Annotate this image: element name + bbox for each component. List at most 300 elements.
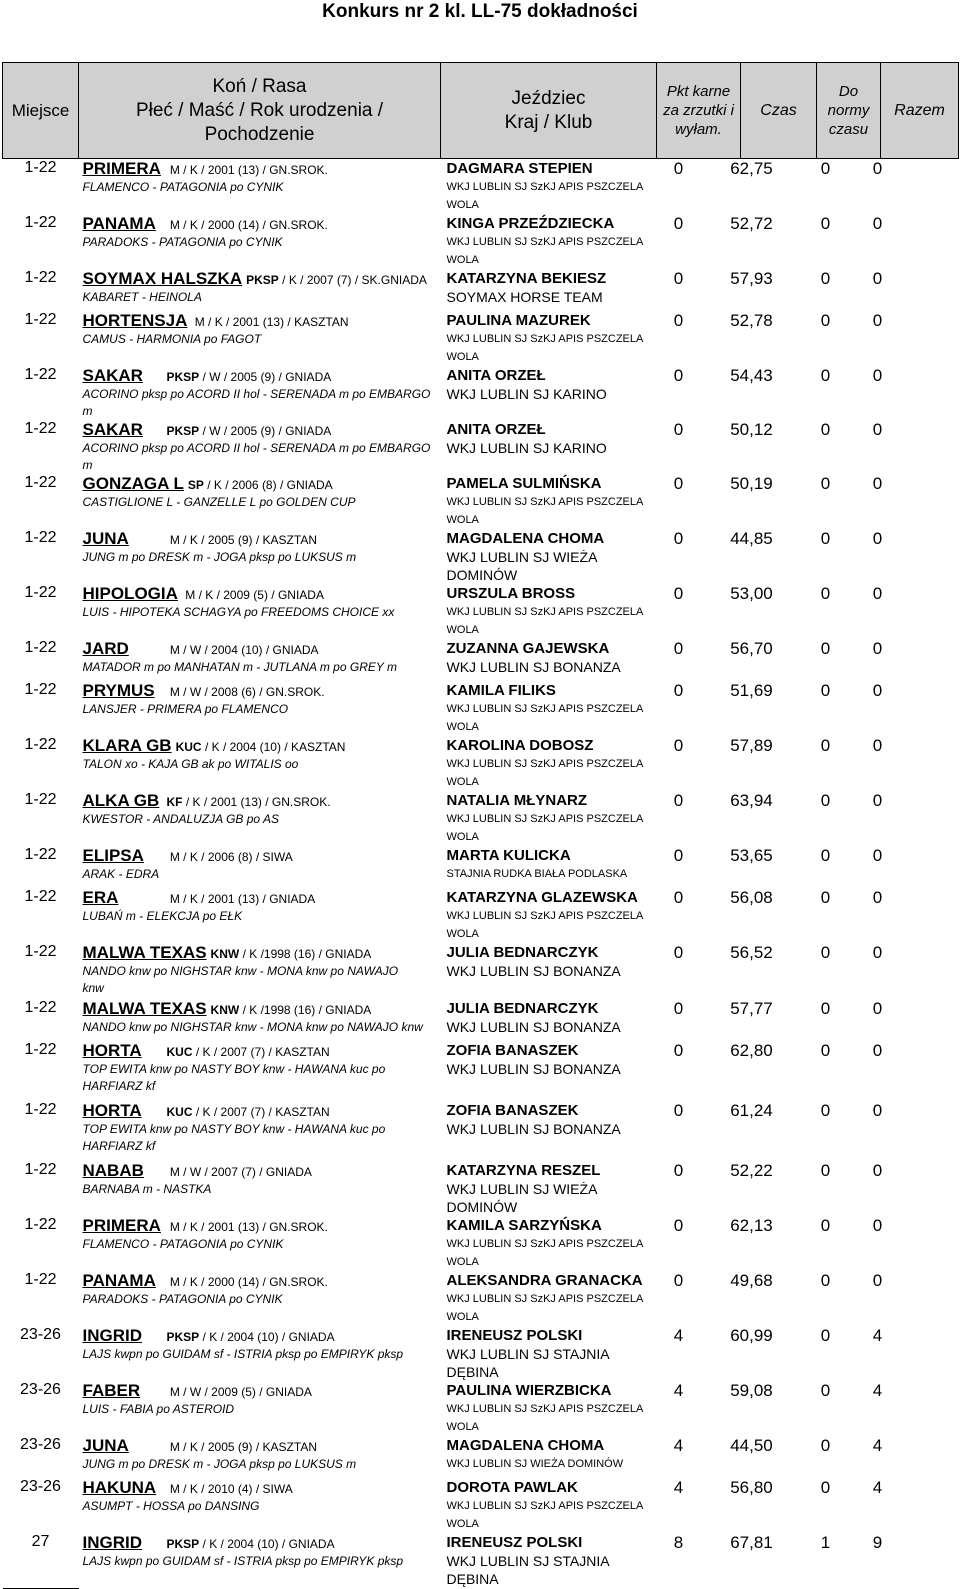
horse-info: M / K / 2001 (13) / GNIADA xyxy=(169,892,316,906)
table-row xyxy=(3,1533,959,1588)
horse-cell xyxy=(79,888,441,943)
table-row xyxy=(3,681,959,736)
place: 1-22 xyxy=(24,584,57,601)
time-penalty: 0 xyxy=(820,420,831,439)
horse-info: M / K / 2000 (14) / GN.SROK. xyxy=(169,1275,328,1289)
result-cell xyxy=(657,736,959,791)
time-penalty: 0 xyxy=(820,1216,831,1235)
rider-club: WKJ LUBLIN SJ SzKJ APIS PSZCZELA WOLA xyxy=(446,1403,643,1433)
rider-club: WKJ LUBLIN SJ BONANZA xyxy=(446,1061,621,1077)
table-row xyxy=(3,1326,959,1381)
horse-name: JUNA xyxy=(82,1436,129,1455)
rider-club: SOYMAX HORSE TEAM xyxy=(446,289,603,305)
time-penalty: 0 xyxy=(820,1326,831,1345)
place: 1-22 xyxy=(24,681,57,698)
rider-cell xyxy=(441,474,657,529)
rider-name: KATARZYNA GLAZEWSKA xyxy=(446,889,638,906)
table-row xyxy=(3,214,959,269)
total: 0 xyxy=(872,420,883,439)
rider-cell xyxy=(441,269,657,311)
horse-cell xyxy=(79,943,441,999)
pedigree-line: LAJS kwpn po GUIDAM sf - ISTRIA pksp po EMPIRYK pksp xyxy=(82,1554,404,1568)
result-cell xyxy=(657,943,959,999)
table-row xyxy=(3,1271,959,1326)
table-row xyxy=(3,736,959,791)
rider-cell xyxy=(441,1271,657,1326)
rider-name: KATARZYNA RESZEL xyxy=(446,1162,601,1179)
total: 0 xyxy=(872,1161,883,1180)
total: 0 xyxy=(872,529,883,548)
place: 1-22 xyxy=(24,420,57,437)
time: 44,85 xyxy=(730,529,773,548)
place: 1-22 xyxy=(24,999,57,1016)
horse-cell xyxy=(79,1271,441,1326)
total: 0 xyxy=(872,943,883,962)
result-cell xyxy=(657,1381,959,1436)
penalty-points: 0 xyxy=(673,943,684,962)
table-row xyxy=(3,639,959,681)
result-cell xyxy=(657,1216,959,1271)
result-cell xyxy=(657,159,959,215)
horse-name: SAKAR xyxy=(82,420,143,439)
rider-club: WKJ LUBLIN SJ SzKJ APIS PSZCZELA WOLA xyxy=(446,703,643,733)
table-row xyxy=(3,269,959,311)
time-penalty: 0 xyxy=(820,681,831,700)
header-jezdziec-line2: Kraj / Klub xyxy=(504,111,593,133)
horse-info: / K / 2004 (10) / GNIADA xyxy=(202,1537,335,1551)
table-row xyxy=(3,1041,959,1101)
horse-cell xyxy=(79,1216,441,1271)
rider-club: WKJ LUBLIN SJ SzKJ APIS PSZCZELA WOLA xyxy=(446,333,643,363)
result-cell xyxy=(657,1326,959,1381)
result-cell xyxy=(657,474,959,529)
time-penalty: 0 xyxy=(820,1478,831,1497)
horse-breed: PKSP xyxy=(166,424,200,438)
rider-name: KAMILA FILIKS xyxy=(446,682,556,699)
horse-cell xyxy=(79,474,441,529)
horse-info: M / K / 2006 (8) / SIWA xyxy=(169,850,293,864)
place: 1-22 xyxy=(24,1271,57,1288)
total: 0 xyxy=(872,681,883,700)
total: 0 xyxy=(872,639,883,658)
place: 23-26 xyxy=(20,1436,61,1453)
horse-info: M / W / 2004 (10) / GNIADA xyxy=(169,643,319,657)
place: 1-22 xyxy=(24,311,57,328)
table-row xyxy=(3,999,959,1041)
horse-info: M / W / 2007 (7) / GNIADA xyxy=(169,1165,312,1179)
pedigree-line: CASTIGLIONE L - GANZELLE L po GOLDEN CUP xyxy=(82,495,356,509)
place: 1-22 xyxy=(24,214,57,231)
total: 0 xyxy=(872,791,883,810)
horse-cell xyxy=(79,846,441,888)
place: 1-22 xyxy=(24,791,57,808)
horse-name: MALWA TEXAS xyxy=(82,943,207,962)
table-row xyxy=(3,846,959,888)
time-penalty: 0 xyxy=(820,999,831,1018)
table-row xyxy=(3,1216,959,1271)
rider-name: MAGDALENA CHOMA xyxy=(446,530,605,547)
pedigree-line: TOP EWITA knw po NASTY BOY knw - HAWANA kuc po xyxy=(82,1122,386,1136)
pedigree-line: ARAK - EDRA xyxy=(82,867,160,881)
horse-name: PANAMA xyxy=(82,214,156,233)
table-row xyxy=(3,159,959,215)
time-penalty: 0 xyxy=(820,1041,831,1060)
pedigree-line: PARADOKS - PATAGONIA po CYNIK xyxy=(82,235,283,249)
rider-name: URSZULA BROSS xyxy=(446,585,576,602)
total: 0 xyxy=(872,888,883,907)
horse-info: / K / 2001 (13) / GN.SROK. xyxy=(185,795,331,809)
rider-name: ANITA ORZEŁ xyxy=(446,421,546,438)
time: 56,70 xyxy=(730,639,773,658)
table-row xyxy=(3,311,959,366)
rider-name: PAULINA WIERZBICKA xyxy=(446,1382,612,1399)
horse-cell xyxy=(79,529,441,584)
penalty-points: 0 xyxy=(673,269,684,288)
rider-club: WKJ LUBLIN SJ WIEŻA DOMINÓW xyxy=(446,549,597,583)
result-cell xyxy=(657,1161,959,1216)
horse-name: ELIPSA xyxy=(82,846,144,865)
horse-cell xyxy=(79,1161,441,1216)
time: 53,65 xyxy=(730,846,773,865)
header-kon xyxy=(79,63,441,159)
result-cell xyxy=(657,529,959,584)
header-row xyxy=(3,63,959,159)
rider-cell xyxy=(441,159,657,215)
rider-name: ZOFIA BANASZEK xyxy=(446,1042,579,1059)
rider-club: WKJ LUBLIN SJ BONANZA xyxy=(446,659,621,675)
place: 1-22 xyxy=(24,529,57,546)
place: 1-22 xyxy=(24,1101,57,1118)
time: 52,78 xyxy=(730,311,773,330)
penalty-points: 4 xyxy=(673,1478,684,1497)
time: 62,80 xyxy=(730,1041,773,1060)
place: 1-22 xyxy=(24,846,57,863)
horse-breed: KUC xyxy=(175,740,202,754)
header-miejsce: Miejsce xyxy=(3,63,79,159)
result-cell xyxy=(657,639,959,681)
time-penalty: 0 xyxy=(820,159,831,178)
pedigree-line: HARFIARZ kf xyxy=(82,1079,156,1093)
rider-name: ZUZANNA GAJEWSKA xyxy=(446,640,610,657)
time: 60,99 xyxy=(730,1326,773,1345)
rider-name: IRENEUSZ POLSKI xyxy=(446,1534,583,1551)
rider-club: WKJ LUBLIN SJ SzKJ APIS PSZCZELA WOLA xyxy=(446,1500,643,1530)
horse-info: M / W / 2008 (6) / GN.SROK. xyxy=(169,685,325,699)
penalty-points: 0 xyxy=(673,1271,684,1290)
horse-name: HIPOLOGIA xyxy=(82,584,178,603)
horse-info: / K /1998 (16) / GNIADA xyxy=(242,1003,372,1017)
rider-cell xyxy=(441,999,657,1041)
pedigree-line: BARNABA m - NASTKA xyxy=(82,1182,212,1196)
rider-name: DAGMARA STEPIEN xyxy=(446,160,593,177)
time: 44,50 xyxy=(730,1436,773,1455)
rider-cell xyxy=(441,1436,657,1478)
table-row xyxy=(3,366,959,420)
page-title: Konkurs nr 2 kl. LL-75 dokładności xyxy=(322,1,638,22)
horse-cell xyxy=(79,159,441,215)
pedigree-line: PARADOKS - PATAGONIA po CYNIK xyxy=(82,1292,283,1306)
horse-info: / K / 2006 (8) / GNIADA xyxy=(207,478,333,492)
result-cell xyxy=(657,420,959,474)
table-row xyxy=(3,791,959,846)
rider-cell xyxy=(441,214,657,269)
pedigree-line: JUNG m po DRESK m - JOGA pksp po LUKSUS m xyxy=(82,550,357,564)
horse-info: / K / 2004 (10) / GNIADA xyxy=(202,1330,335,1344)
pedigree-line: LANSJER - PRIMERA po FLAMENCO xyxy=(82,702,289,716)
result-cell xyxy=(657,888,959,943)
horse-breed: PKSP xyxy=(246,273,279,287)
horse-name: HORTA xyxy=(82,1101,142,1120)
rider-club: WKJ LUBLIN SJ WIEŻA DOMINÓW xyxy=(446,1458,624,1470)
total: 0 xyxy=(872,311,883,330)
horse-cell xyxy=(79,1533,441,1588)
rider-cell xyxy=(441,529,657,584)
rider-club: WKJ LUBLIN SJ SzKJ APIS PSZCZELA WOLA xyxy=(446,236,643,266)
horse-info: M / W / 2009 (5) / GNIADA xyxy=(169,1385,312,1399)
time-penalty: 0 xyxy=(820,584,831,603)
horse-name: HORTENSJA xyxy=(82,311,188,330)
result-cell xyxy=(657,1478,959,1533)
rider-club: WKJ LUBLIN SJ BONANZA xyxy=(446,1019,621,1035)
table-row xyxy=(3,420,959,474)
total: 0 xyxy=(872,999,883,1018)
horse-cell xyxy=(79,1041,441,1101)
place: 1-22 xyxy=(24,888,57,905)
time: 59,08 xyxy=(730,1381,773,1400)
pedigree-line: FLAMENCO - PATAGONIA po CYNIK xyxy=(82,1237,284,1251)
time: 56,08 xyxy=(730,888,773,907)
rider-name: ALEKSANDRA GRANACKA xyxy=(446,1272,643,1289)
rider-club: WKJ LUBLIN SJ SzKJ APIS PSZCZELA WOLA xyxy=(446,910,643,940)
horse-name: ERA xyxy=(82,888,119,907)
time-penalty: 0 xyxy=(820,311,831,330)
horse-info: M / K / 2010 (4) / SIWA xyxy=(169,1482,293,1496)
penalty-points: 0 xyxy=(673,1216,684,1235)
horse-name: HAKUNA xyxy=(82,1478,157,1497)
rider-club: WKJ LUBLIN SJ STAJNIA DĘBINA xyxy=(446,1553,609,1587)
horse-name: HORTA xyxy=(82,1041,142,1060)
horse-cell xyxy=(79,366,441,420)
place: 23-26 xyxy=(20,1381,61,1398)
horse-breed: KUC xyxy=(166,1105,193,1119)
horse-cell xyxy=(79,639,441,681)
header-pkt: Pkt karne za zrzutki i wyłam. xyxy=(657,63,741,159)
pedigree-line: JUNG m po DRESK m - JOGA pksp po LUKSUS m xyxy=(82,1457,357,1471)
rider-name: NATALIA MŁYNARZ xyxy=(446,792,588,809)
pedigree-line: NANDO knw po NIGHSTAR knw - MONA knw po NAWAJO xyxy=(82,964,399,978)
rider-club: WKJ LUBLIN SJ BONANZA xyxy=(446,1121,621,1137)
horse-cell xyxy=(79,1436,441,1478)
horse-cell xyxy=(79,584,441,639)
horse-cell xyxy=(79,1478,441,1533)
horse-breed: KUC xyxy=(166,1045,193,1059)
rider-name: KAROLINA DOBOSZ xyxy=(446,737,594,754)
time: 57,89 xyxy=(730,736,773,755)
header-jezdziec xyxy=(441,63,657,159)
time-penalty: 0 xyxy=(820,888,831,907)
pedigree-line: TOP EWITA knw po NASTY BOY knw - HAWANA kuc po xyxy=(82,1062,386,1076)
rider-cell xyxy=(441,311,657,366)
horse-name: INGRID xyxy=(82,1326,142,1345)
horse-info: M / K / 2001 (13) / GN.SROK. xyxy=(169,163,328,177)
rider-club: WKJ LUBLIN SJ WIEŻA DOMINÓW xyxy=(446,1181,597,1215)
time: 50,12 xyxy=(730,420,773,439)
penalty-points: 0 xyxy=(673,888,684,907)
time-penalty: 0 xyxy=(820,1161,831,1180)
horse-cell xyxy=(79,1326,441,1381)
result-cell xyxy=(657,1533,959,1588)
rider-club: WKJ LUBLIN SJ SzKJ APIS PSZCZELA WOLA xyxy=(446,813,643,843)
penalty-points: 0 xyxy=(673,999,684,1018)
horse-name: KLARA GB xyxy=(82,736,172,755)
penalty-points: 0 xyxy=(673,420,684,439)
total: 0 xyxy=(872,1101,883,1120)
horse-breed: KF xyxy=(166,795,183,809)
total: 0 xyxy=(872,214,883,233)
total: 0 xyxy=(872,736,883,755)
horse-name: PANAMA xyxy=(82,1271,156,1290)
rider-club: STAJNIA RUDKA BIAŁA PODLASKA xyxy=(446,868,628,880)
rider-cell xyxy=(441,736,657,791)
rider-cell xyxy=(441,681,657,736)
horse-info: M / K / 2001 (13) / KASZTAN xyxy=(194,315,349,329)
horse-name: PRIMERA xyxy=(82,159,161,178)
header-jezdziec-line1: Jeździec xyxy=(511,87,586,109)
horse-cell xyxy=(79,999,441,1041)
result-cell xyxy=(657,1041,959,1101)
table-row xyxy=(3,943,959,999)
total: 0 xyxy=(872,1041,883,1060)
place: 1-22 xyxy=(24,1161,57,1178)
result-cell xyxy=(657,311,959,366)
time: 51,69 xyxy=(730,681,773,700)
horse-name: ALKA GB xyxy=(82,791,160,810)
horse-cell xyxy=(79,420,441,474)
pedigree-line: ACORINO pksp po ACORD II hol - SERENADA m po EMBARGO m xyxy=(82,441,431,472)
table-row xyxy=(3,1381,959,1436)
rider-cell xyxy=(441,366,657,420)
rider-cell xyxy=(441,1161,657,1216)
time: 61,24 xyxy=(730,1101,773,1120)
horse-name: NABAB xyxy=(82,1161,144,1180)
time-penalty: 1 xyxy=(820,1533,831,1552)
time-penalty: 0 xyxy=(820,366,831,385)
pedigree-line: CAMUS - HARMONIA po FAGOT xyxy=(82,332,262,346)
horse-info: / W / 2005 (9) / GNIADA xyxy=(202,424,332,438)
horse-info: / K / 2007 (7) / KASZTAN xyxy=(195,1045,330,1059)
place: 1-22 xyxy=(24,366,57,383)
rider-cell xyxy=(441,1326,657,1381)
table-row xyxy=(3,474,959,529)
horse-cell xyxy=(79,214,441,269)
place: 1-22 xyxy=(24,474,57,491)
rider-club: WKJ LUBLIN SJ SzKJ APIS PSZCZELA WOLA xyxy=(446,496,643,526)
rider-club: WKJ LUBLIN SJ KARINO xyxy=(446,440,607,456)
total: 0 xyxy=(872,1216,883,1235)
penalty-points: 0 xyxy=(673,846,684,865)
header-razem: Razem xyxy=(881,63,959,159)
place: 23-26 xyxy=(20,1326,61,1343)
pedigree-line: TALON xo - KAJA GB ak po WITALIS oo xyxy=(82,757,299,771)
total: 4 xyxy=(872,1381,883,1400)
horse-cell xyxy=(79,791,441,846)
total: 4 xyxy=(872,1436,883,1455)
rider-cell xyxy=(441,1381,657,1436)
pedigree-line: ACORINO pksp po ACORD II hol - SERENADA m po EMBARGO m xyxy=(82,387,431,418)
table-row xyxy=(3,529,959,584)
horse-cell xyxy=(79,311,441,366)
rider-name: JULIA BEDNARCZYK xyxy=(446,1000,599,1017)
rider-cell xyxy=(441,1041,657,1101)
time: 50,19 xyxy=(730,474,773,493)
penalty-points: 0 xyxy=(673,529,684,548)
horse-breed: PKSP xyxy=(166,1537,200,1551)
place: 1-22 xyxy=(24,1041,57,1058)
penalty-points: 4 xyxy=(673,1436,684,1455)
time-penalty: 0 xyxy=(820,1436,831,1455)
time: 56,52 xyxy=(730,943,773,962)
pedigree-line: LAJS kwpn po GUIDAM sf - ISTRIA pksp po EMPIRYK pksp xyxy=(82,1347,404,1361)
horse-info: / K / 2004 (10) / KASZTAN xyxy=(204,740,346,754)
rider-club: WKJ LUBLIN SJ BONANZA xyxy=(446,963,621,979)
place: 1-22 xyxy=(24,736,57,753)
place: 1-22 xyxy=(24,1216,57,1233)
pedigree-line: KWESTOR - ANDALUZJA GB po AS xyxy=(82,812,279,826)
horse-name: FABER xyxy=(82,1381,141,1400)
penalty-points: 0 xyxy=(673,1161,684,1180)
horse-name: JUNA xyxy=(82,529,129,548)
table-row xyxy=(3,1161,959,1216)
time: 49,68 xyxy=(730,1271,773,1290)
place: 1-22 xyxy=(24,269,57,286)
results-table xyxy=(2,62,959,1589)
rider-name: DOROTA PAWLAK xyxy=(446,1479,578,1496)
time-penalty: 0 xyxy=(820,214,831,233)
horse-cell xyxy=(79,1381,441,1436)
result-cell xyxy=(657,269,959,311)
time: 54,43 xyxy=(730,366,773,385)
total: 0 xyxy=(872,269,883,288)
rider-name: ANITA ORZEŁ xyxy=(446,367,546,384)
pedigree-line: MATADOR m po MANHATAN m - JUTLANA m po GREY m xyxy=(82,660,397,674)
horse-info: / K / 2007 (7) / SK.GNIADA xyxy=(282,273,427,287)
pedigree-line: FLAMENCO - PATAGONIA po CYNIK xyxy=(82,180,284,194)
time: 57,77 xyxy=(730,999,773,1018)
horse-info: / K /1998 (16) / GNIADA xyxy=(242,947,372,961)
horse-name: GONZAGA L xyxy=(82,474,184,493)
rider-club: WKJ LUBLIN SJ SzKJ APIS PSZCZELA WOLA xyxy=(446,758,643,788)
horse-info: M / K / 2009 (5) / GNIADA xyxy=(185,588,324,602)
horse-cell xyxy=(79,1101,441,1161)
total: 0 xyxy=(872,846,883,865)
time: 57,93 xyxy=(730,269,773,288)
horse-name: INGRID xyxy=(82,1533,142,1552)
rider-name: KINGA PRZEŹDZIECKA xyxy=(446,215,615,232)
rider-club: WKJ LUBLIN SJ SzKJ APIS PSZCZELA WOLA xyxy=(446,1293,643,1323)
time-penalty: 0 xyxy=(820,1271,831,1290)
table-row xyxy=(3,1436,959,1478)
time: 63,94 xyxy=(730,791,773,810)
result-cell xyxy=(657,1436,959,1478)
horse-breed: KNW xyxy=(210,947,240,961)
total: 0 xyxy=(872,159,883,178)
horse-name: MALWA TEXAS xyxy=(82,999,207,1018)
rider-name: PAMELA SULMIŃSKA xyxy=(446,475,602,492)
penalty-points: 4 xyxy=(673,1381,684,1400)
penalty-points: 0 xyxy=(673,791,684,810)
rider-club: WKJ LUBLIN SJ SzKJ APIS PSZCZELA WOLA xyxy=(446,181,643,211)
place: 27 xyxy=(3,1533,79,1588)
